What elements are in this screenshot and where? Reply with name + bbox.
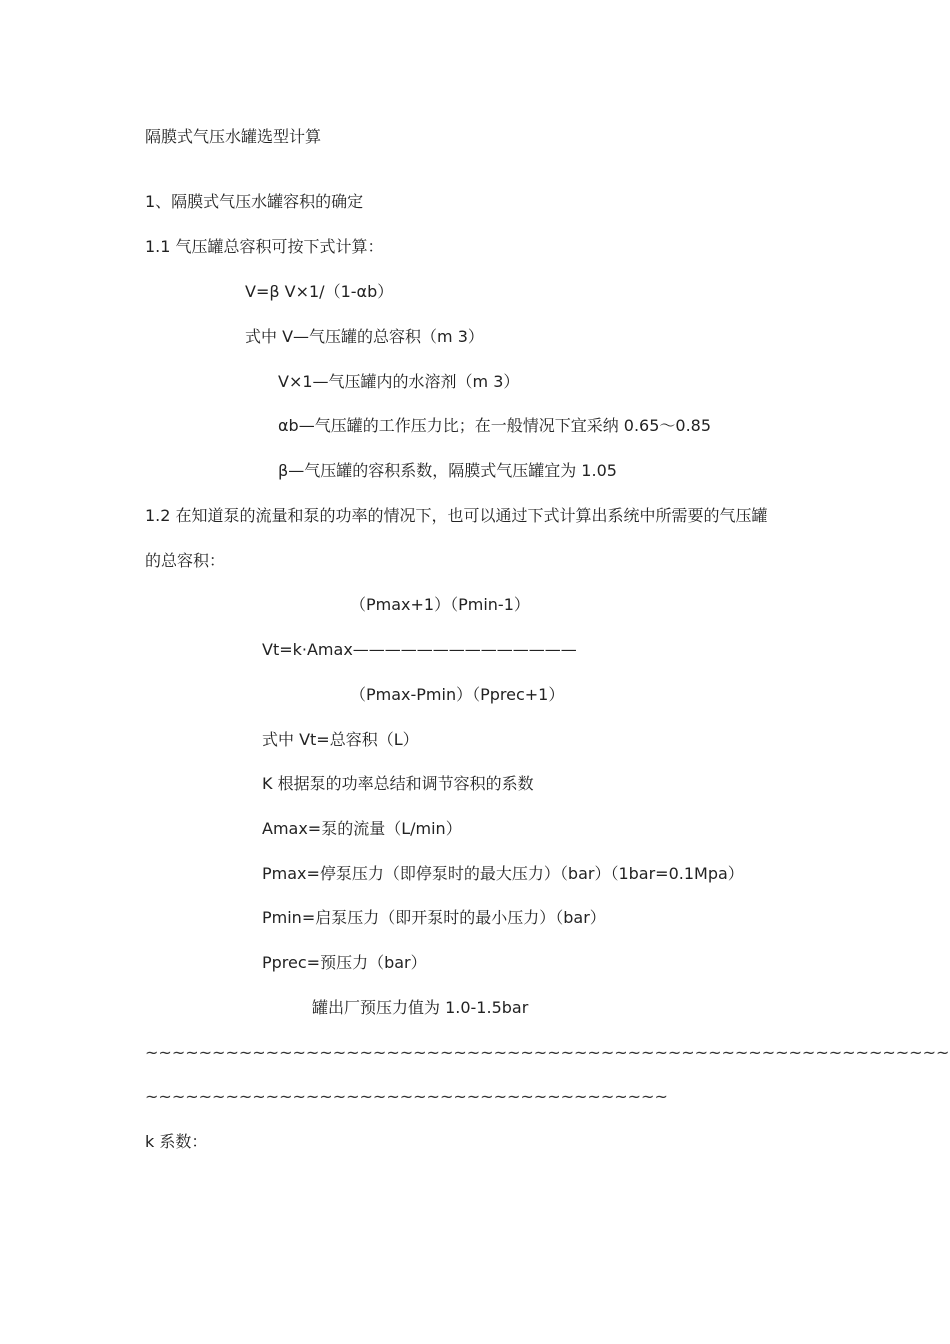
definition-v: 式中 V—气压罐的总容积（m 3） (245, 327, 484, 346)
formula-vt: Vt=k·Amax—————————————— (262, 640, 577, 659)
definition-pmax: Pmax=停泵压力（即停泵时的最大压力）（bar）（1bar=0.1Mpa） (262, 864, 744, 883)
section-1-1-intro: 1.1 气压罐总容积可按下式计算： (145, 237, 384, 256)
definition-vt: 式中 Vt=总容积（L） (262, 730, 419, 749)
section-1-2-intro-line-1: 1.2 在知道泵的流量和泵的功率的情况下，也可以通过下式计算出系统中所需要的气压罐 (145, 506, 768, 525)
definition-alpha-b: αb—气压罐的工作压力比；在一般情况下宜采纳 0.65～0.85 (278, 416, 712, 435)
section-1-heading: 1、隔膜式气压水罐容积的确定 (145, 192, 364, 211)
formula-v: V=β V×1/（1-αb） (245, 282, 394, 301)
definition-amax: Amax=泵的流量（L/min） (262, 819, 462, 838)
separator-line-2: ~~~~~~~~~~~~~~~~~~~~~~~~~~~~~~~~~~~~~~~ (145, 1087, 668, 1106)
formula-numerator: （Pmax+1）（Pmin-1） (350, 595, 530, 614)
factory-precharge-note: 罐出厂预压力值为 1.0-1.5bar (312, 998, 529, 1017)
separator-line-1: ~~~~~~~~~~~~~~~~~~~~~~~~~~~~~~~~~~~~~~~~~~~~~~~~~~~~~~~~~~~~ (145, 1043, 950, 1062)
definition-pmin: Pmin=启泵压力（即开泵时的最小压力）（bar） (262, 908, 606, 927)
definition-pprec: Pprec=预压力（bar） (262, 953, 427, 972)
definition-vx1: V×1—气压罐内的水溶剂（m 3） (278, 372, 520, 391)
definition-k: K 根据泵的功率总结和调节容积的系数 (262, 774, 534, 793)
document-title: 隔膜式气压水罐选型计算 (145, 127, 322, 146)
definition-beta: β—气压罐的容积系数，隔膜式气压罐宜为 1.05 (278, 461, 617, 480)
formula-denominator: （Pmax-Pmin）（Pprec+1） (350, 685, 565, 704)
k-coefficient-heading: k 系数： (145, 1132, 208, 1151)
section-1-2-intro-line-2: 的总容积： (145, 551, 226, 570)
